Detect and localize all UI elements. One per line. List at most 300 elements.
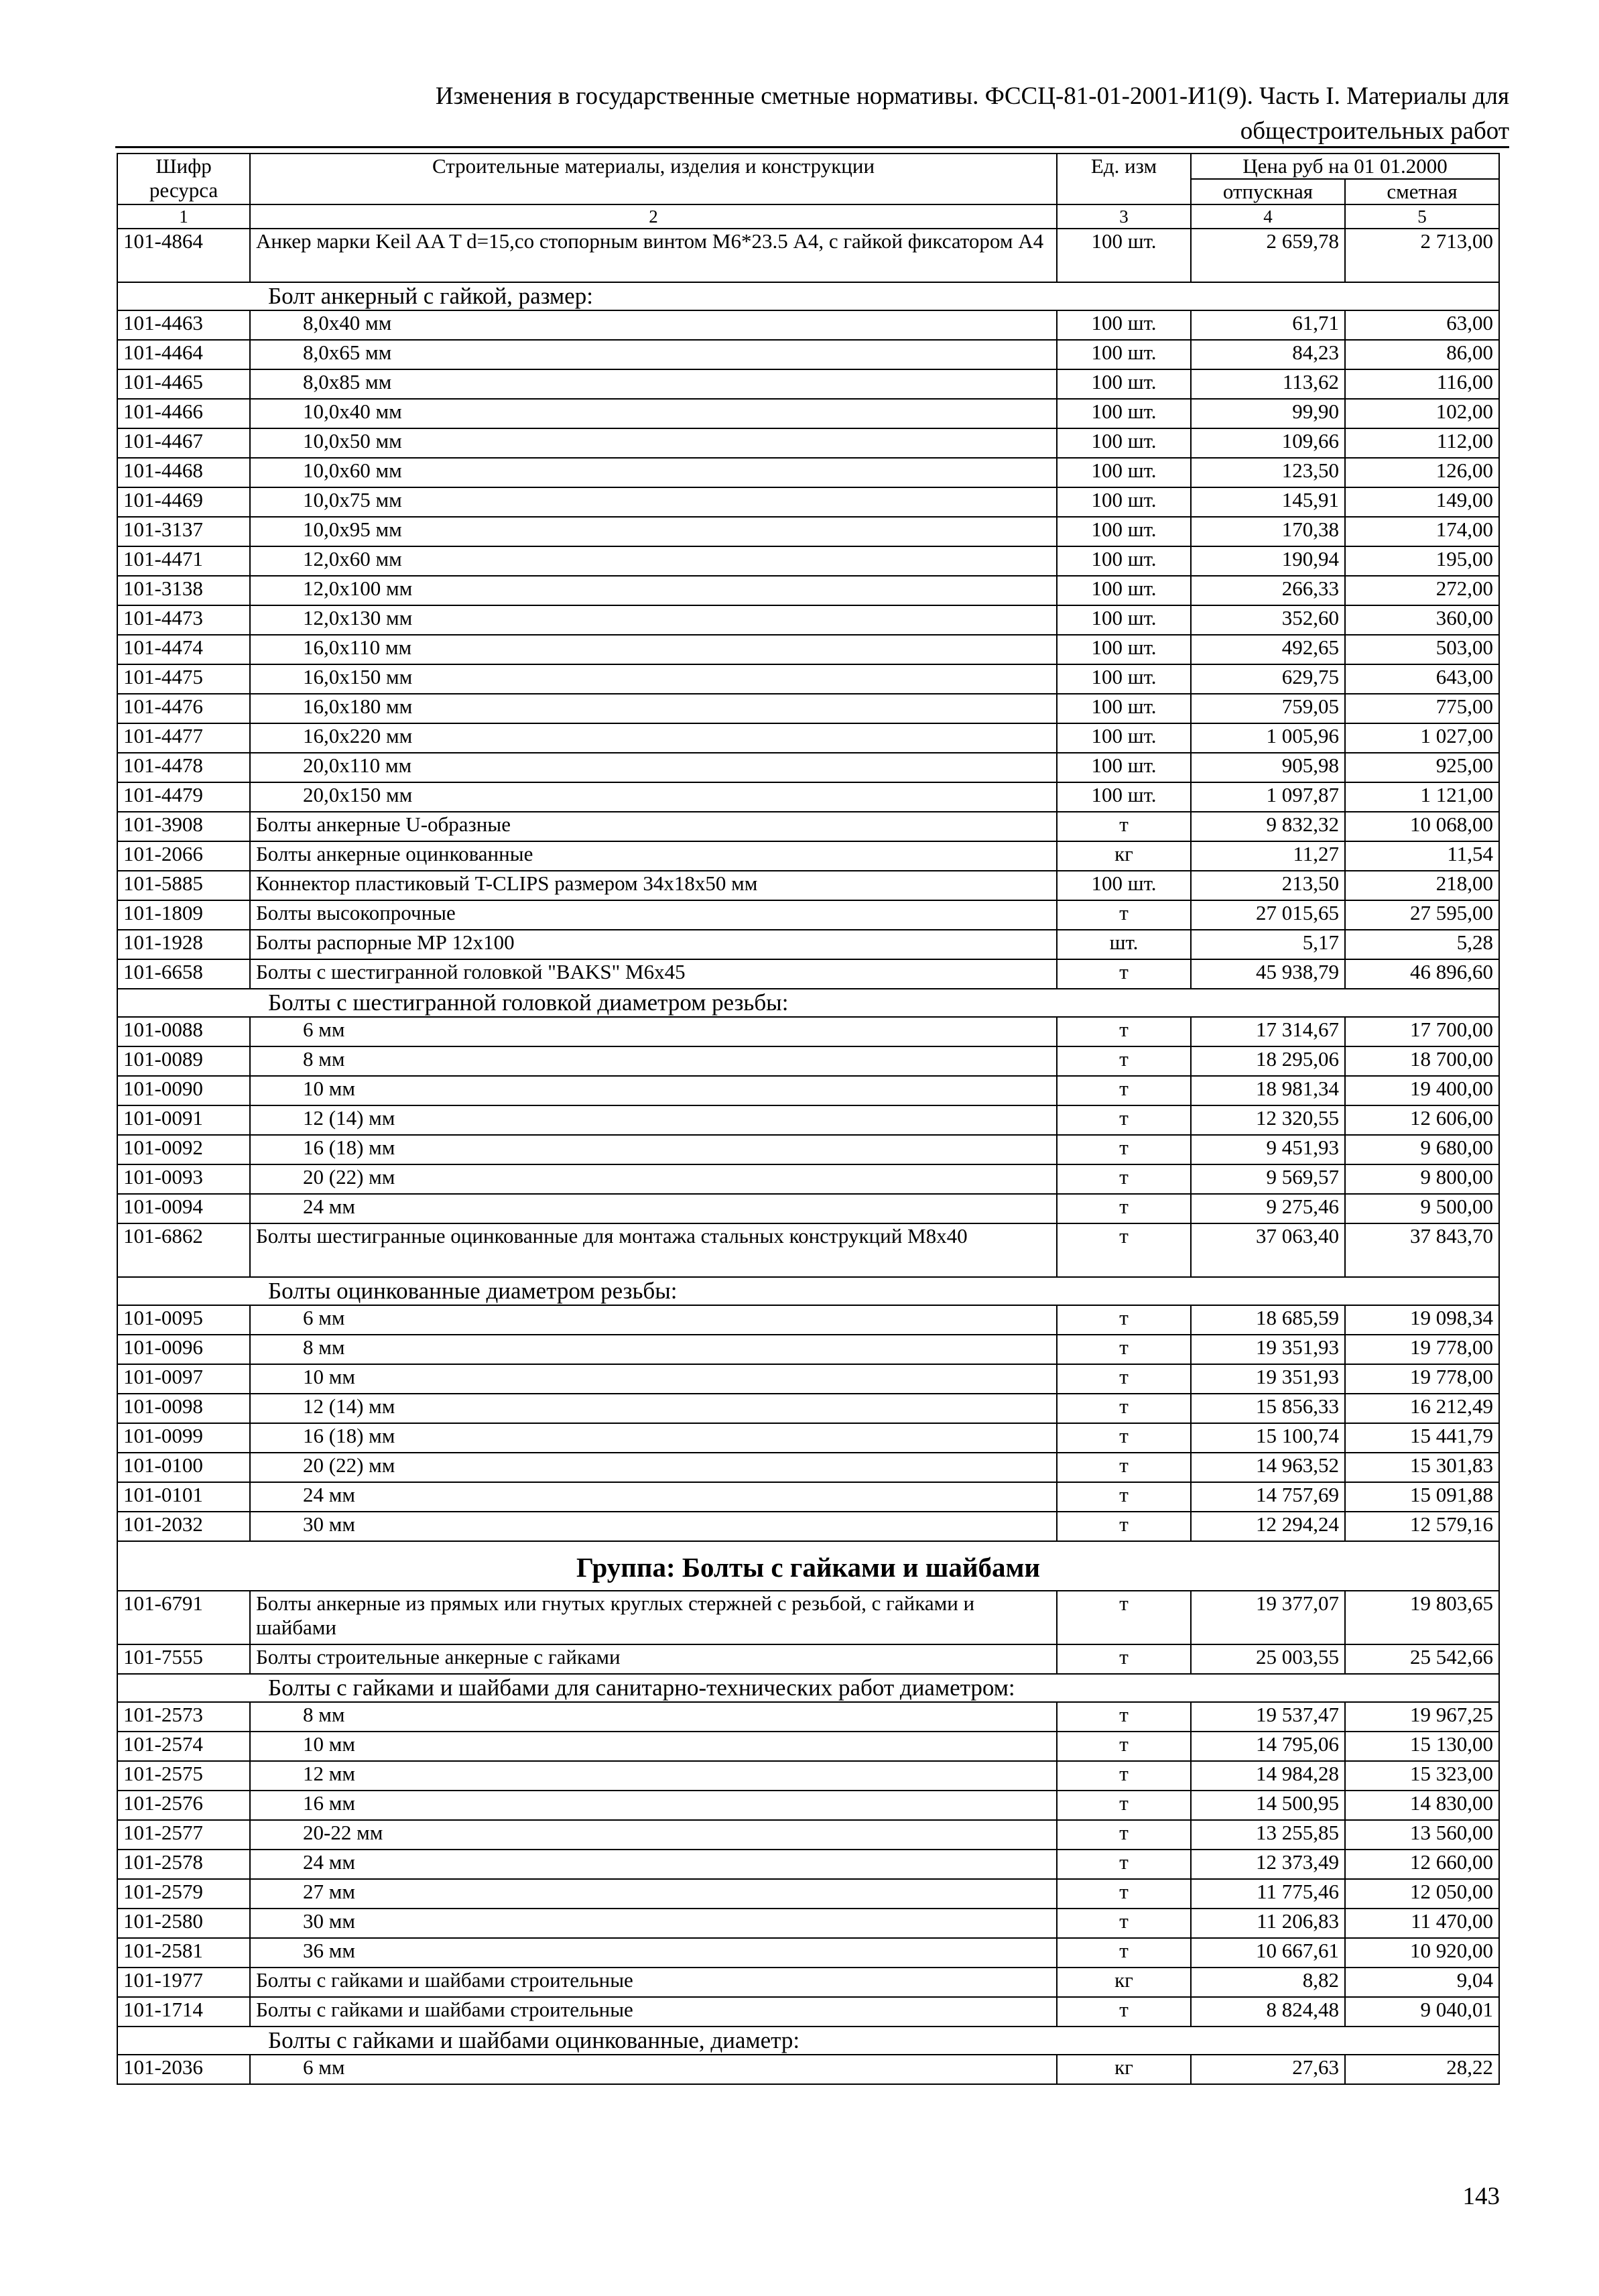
price-estimate: 19 967,25 bbox=[1345, 1702, 1499, 1732]
unit-of-measure: т bbox=[1057, 1702, 1191, 1732]
table-row bbox=[117, 1791, 1499, 1820]
table-row bbox=[117, 723, 1499, 753]
price-estimate: 46 896,60 bbox=[1345, 959, 1499, 989]
resource-code: 101-1977 bbox=[117, 1968, 250, 1997]
unit-of-measure: 100 шт. bbox=[1057, 458, 1191, 487]
price-sale: 14 795,06 bbox=[1191, 1732, 1345, 1761]
unit-of-measure: 100 шт. bbox=[1057, 369, 1191, 399]
table-row bbox=[117, 1761, 1499, 1791]
material-name: 24 мм bbox=[250, 1482, 1057, 1512]
table-row bbox=[117, 841, 1499, 871]
table-row bbox=[117, 1423, 1499, 1453]
price-estimate: 149,00 bbox=[1345, 487, 1499, 517]
unit-of-measure: 100 шт. bbox=[1057, 399, 1191, 428]
price-sale: 213,50 bbox=[1191, 871, 1345, 900]
material-name: 30 мм bbox=[250, 1909, 1057, 1938]
price-estimate: 9,04 bbox=[1345, 1968, 1499, 1997]
price-estimate: 1 027,00 bbox=[1345, 723, 1499, 753]
unit-of-measure: шт. bbox=[1057, 930, 1191, 959]
unit-of-measure: 100 шт. bbox=[1057, 310, 1191, 340]
material-name: Анкер марки Keil AA T d=15,со стопорным винтом М6*23.5 А4, с гайкой фиксатором А4 bbox=[250, 229, 1057, 282]
unit-of-measure: т bbox=[1057, 1135, 1191, 1164]
price-sale: 27,63 bbox=[1191, 2055, 1345, 2084]
resource-code: 101-0095 bbox=[117, 1305, 250, 1335]
table-row bbox=[117, 576, 1499, 605]
price-table bbox=[117, 153, 1500, 2085]
price-estimate: 174,00 bbox=[1345, 517, 1499, 546]
section-heading: Болты оцинкованные диаметром резьбы: bbox=[117, 1277, 1499, 1305]
table-row bbox=[117, 369, 1499, 399]
material-name: 10,0х60 мм bbox=[250, 458, 1057, 487]
price-sale: 14 963,52 bbox=[1191, 1453, 1345, 1482]
table-row bbox=[117, 1335, 1499, 1364]
resource-code: 101-2579 bbox=[117, 1879, 250, 1909]
material-name: 20,0х150 мм bbox=[250, 782, 1057, 812]
table-row bbox=[117, 1223, 1499, 1277]
unit-of-measure: т bbox=[1057, 1591, 1191, 1644]
table-row bbox=[117, 1135, 1499, 1164]
price-sale: 84,23 bbox=[1191, 340, 1345, 369]
material-name: 16,0х220 мм bbox=[250, 723, 1057, 753]
table-row bbox=[117, 1938, 1499, 1968]
price-estimate: 272,00 bbox=[1345, 576, 1499, 605]
table-row bbox=[117, 1017, 1499, 1046]
price-sale: 9 451,93 bbox=[1191, 1135, 1345, 1164]
table-row bbox=[117, 1644, 1499, 1674]
page-number: 143 bbox=[1462, 2183, 1500, 2210]
price-sale: 190,94 bbox=[1191, 546, 1345, 576]
material-name: 16,0х180 мм bbox=[250, 694, 1057, 723]
unit-of-measure: т bbox=[1057, 1732, 1191, 1761]
material-name: 12 мм bbox=[250, 1761, 1057, 1791]
unit-of-measure: 100 шт. bbox=[1057, 871, 1191, 900]
resource-code: 101-6791 bbox=[117, 1591, 250, 1644]
section-heading: Болты с гайками и шайбами для санитарно-технических работ диаметром: bbox=[117, 1674, 1499, 1702]
price-sale: 11 775,46 bbox=[1191, 1879, 1345, 1909]
material-name: 12 (14) мм bbox=[250, 1394, 1057, 1423]
table-row bbox=[117, 635, 1499, 664]
resource-code: 101-4467 bbox=[117, 428, 250, 458]
col-number: 4 bbox=[1191, 204, 1345, 229]
unit-of-measure: т bbox=[1057, 812, 1191, 841]
material-name: 10 мм bbox=[250, 1076, 1057, 1105]
price-estimate: 9 500,00 bbox=[1345, 1194, 1499, 1223]
material-name: Болты с гайками и шайбами строительные bbox=[250, 1968, 1057, 1997]
section-heading-row bbox=[117, 989, 1499, 1017]
resource-code: 101-0094 bbox=[117, 1194, 250, 1223]
unit-of-measure: 100 шт. bbox=[1057, 229, 1191, 282]
price-estimate: 218,00 bbox=[1345, 871, 1499, 900]
material-name: 6 мм bbox=[250, 1017, 1057, 1046]
price-estimate: 12 050,00 bbox=[1345, 1879, 1499, 1909]
material-name: 16,0х110 мм bbox=[250, 635, 1057, 664]
price-sale: 9 569,57 bbox=[1191, 1164, 1345, 1194]
price-sale: 492,65 bbox=[1191, 635, 1345, 664]
resource-code: 101-4466 bbox=[117, 399, 250, 428]
resource-code: 101-0093 bbox=[117, 1164, 250, 1194]
price-sale: 109,66 bbox=[1191, 428, 1345, 458]
price-estimate: 102,00 bbox=[1345, 399, 1499, 428]
unit-of-measure: кг bbox=[1057, 841, 1191, 871]
material-name: 10,0х75 мм bbox=[250, 487, 1057, 517]
group-heading: Группа: Болты с гайками и шайбами bbox=[117, 1541, 1499, 1591]
material-name: 36 мм bbox=[250, 1938, 1057, 1968]
unit-of-measure: т bbox=[1057, 1305, 1191, 1335]
material-name: Болты распорные МР 12х100 bbox=[250, 930, 1057, 959]
material-name: Болты анкерные U-образные bbox=[250, 812, 1057, 841]
resource-code: 101-3138 bbox=[117, 576, 250, 605]
price-estimate: 11,54 bbox=[1345, 841, 1499, 871]
price-sale: 18 685,59 bbox=[1191, 1305, 1345, 1335]
price-sale: 170,38 bbox=[1191, 517, 1345, 546]
material-name: Болты анкерные оцинкованные bbox=[250, 841, 1057, 871]
price-sale: 10 667,61 bbox=[1191, 1938, 1345, 1968]
unit-of-measure: т bbox=[1057, 1644, 1191, 1674]
unit-of-measure: т bbox=[1057, 1482, 1191, 1512]
table-row bbox=[117, 1453, 1499, 1482]
price-estimate: 10 920,00 bbox=[1345, 1938, 1499, 1968]
header-rule bbox=[115, 146, 1509, 148]
price-sale: 113,62 bbox=[1191, 369, 1345, 399]
table-row bbox=[117, 310, 1499, 340]
material-name: 10,0х40 мм bbox=[250, 399, 1057, 428]
table-row bbox=[117, 1850, 1499, 1879]
price-sale: 45 938,79 bbox=[1191, 959, 1345, 989]
table-row bbox=[117, 782, 1499, 812]
price-sale: 37 063,40 bbox=[1191, 1223, 1345, 1277]
resource-code: 101-4463 bbox=[117, 310, 250, 340]
resource-code: 101-0091 bbox=[117, 1105, 250, 1135]
price-estimate: 15 441,79 bbox=[1345, 1423, 1499, 1453]
table-row bbox=[117, 428, 1499, 458]
price-estimate: 2 713,00 bbox=[1345, 229, 1499, 282]
price-estimate: 28,22 bbox=[1345, 2055, 1499, 2084]
price-sale: 9 275,46 bbox=[1191, 1194, 1345, 1223]
resource-code: 101-2066 bbox=[117, 841, 250, 871]
resource-code: 101-2574 bbox=[117, 1732, 250, 1761]
material-name: 12,0х130 мм bbox=[250, 605, 1057, 635]
table-row bbox=[117, 458, 1499, 487]
material-name: 8 мм bbox=[250, 1046, 1057, 1076]
resource-code: 101-4476 bbox=[117, 694, 250, 723]
material-name: 8 мм bbox=[250, 1335, 1057, 1364]
section-heading: Болты с шестигранной головкой диаметром резьбы: bbox=[117, 989, 1499, 1017]
resource-code: 101-5885 bbox=[117, 871, 250, 900]
price-estimate: 1 121,00 bbox=[1345, 782, 1499, 812]
price-estimate: 925,00 bbox=[1345, 753, 1499, 782]
resource-code: 101-2581 bbox=[117, 1938, 250, 1968]
resource-code: 101-2577 bbox=[117, 1820, 250, 1850]
material-name: Болты анкерные из прямых или гнутых круглых стержней с резьбой, с гайками и шайбами bbox=[250, 1591, 1057, 1644]
table-row bbox=[117, 1732, 1499, 1761]
table-row bbox=[117, 517, 1499, 546]
unit-of-measure: т bbox=[1057, 1105, 1191, 1135]
price-sale: 11 206,83 bbox=[1191, 1909, 1345, 1938]
unit-of-measure: т bbox=[1057, 1335, 1191, 1364]
unit-of-measure: т bbox=[1057, 1223, 1191, 1277]
unit-of-measure: 100 шт. bbox=[1057, 428, 1191, 458]
price-sale: 99,90 bbox=[1191, 399, 1345, 428]
material-name: 10,0х95 мм bbox=[250, 517, 1057, 546]
resource-code: 101-1928 bbox=[117, 930, 250, 959]
price-estimate: 9 800,00 bbox=[1345, 1164, 1499, 1194]
unit-of-measure: 100 шт. bbox=[1057, 340, 1191, 369]
material-name: 27 мм bbox=[250, 1879, 1057, 1909]
section-heading: Болты с гайками и шайбами оцинкованные, диаметр: bbox=[117, 2027, 1499, 2055]
price-sale: 12 294,24 bbox=[1191, 1512, 1345, 1541]
material-name: 20-22 мм bbox=[250, 1820, 1057, 1850]
table-row bbox=[117, 1164, 1499, 1194]
material-name: 12,0х100 мм bbox=[250, 576, 1057, 605]
unit-of-measure: т bbox=[1057, 1076, 1191, 1105]
material-name: 12,0х60 мм bbox=[250, 546, 1057, 576]
table-row bbox=[117, 1105, 1499, 1135]
unit-of-measure: т bbox=[1057, 1194, 1191, 1223]
resource-code: 101-3137 bbox=[117, 517, 250, 546]
price-sale: 19 351,93 bbox=[1191, 1335, 1345, 1364]
table-row bbox=[117, 753, 1499, 782]
price-sale: 5,17 bbox=[1191, 930, 1345, 959]
col-number: 3 bbox=[1057, 204, 1191, 229]
resource-code: 101-2576 bbox=[117, 1791, 250, 1820]
price-estimate: 27 595,00 bbox=[1345, 900, 1499, 930]
unit-of-measure: 100 шт. bbox=[1057, 782, 1191, 812]
material-name: 6 мм bbox=[250, 1305, 1057, 1335]
resource-code: 101-4864 bbox=[117, 229, 250, 282]
table-row bbox=[117, 1305, 1499, 1335]
price-sale: 11,27 bbox=[1191, 841, 1345, 871]
price-sale: 18 295,06 bbox=[1191, 1046, 1345, 1076]
material-name: 30 мм bbox=[250, 1512, 1057, 1541]
unit-of-measure: т bbox=[1057, 1423, 1191, 1453]
unit-of-measure: т bbox=[1057, 1850, 1191, 1879]
section-heading-row bbox=[117, 282, 1499, 310]
table-row bbox=[117, 871, 1499, 900]
resource-code: 101-0089 bbox=[117, 1046, 250, 1076]
price-estimate: 15 323,00 bbox=[1345, 1761, 1499, 1791]
price-estimate: 116,00 bbox=[1345, 369, 1499, 399]
unit-of-measure: кг bbox=[1057, 1968, 1191, 1997]
material-name: 16 (18) мм bbox=[250, 1423, 1057, 1453]
unit-of-measure: т bbox=[1057, 1017, 1191, 1046]
price-estimate: 15 130,00 bbox=[1345, 1732, 1499, 1761]
price-estimate: 12 606,00 bbox=[1345, 1105, 1499, 1135]
price-estimate: 360,00 bbox=[1345, 605, 1499, 635]
table-row bbox=[117, 959, 1499, 989]
table-row bbox=[117, 1364, 1499, 1394]
material-name: 20,0х110 мм bbox=[250, 753, 1057, 782]
unit-of-measure: 100 шт. bbox=[1057, 753, 1191, 782]
material-name: 10 мм bbox=[250, 1732, 1057, 1761]
price-estimate: 11 470,00 bbox=[1345, 1909, 1499, 1938]
section-heading-row bbox=[117, 1277, 1499, 1305]
col-header-price-estimate: сметная bbox=[1345, 179, 1499, 204]
col-header-price-sale: отпускная bbox=[1191, 179, 1345, 204]
resource-code: 101-2575 bbox=[117, 1761, 250, 1791]
section-heading-row bbox=[117, 1674, 1499, 1702]
col-number: 5 bbox=[1345, 204, 1499, 229]
resource-code: 101-0101 bbox=[117, 1482, 250, 1512]
price-sale: 15 100,74 bbox=[1191, 1423, 1345, 1453]
unit-of-measure: 100 шт. bbox=[1057, 694, 1191, 723]
price-sale: 25 003,55 bbox=[1191, 1644, 1345, 1674]
col-header-price: Цена руб на 01 01.2000 bbox=[1191, 154, 1499, 179]
price-sale: 17 314,67 bbox=[1191, 1017, 1345, 1046]
price-estimate: 15 301,83 bbox=[1345, 1453, 1499, 1482]
unit-of-measure: т bbox=[1057, 1512, 1191, 1541]
table-row bbox=[117, 605, 1499, 635]
price-estimate: 112,00 bbox=[1345, 428, 1499, 458]
resource-code: 101-4479 bbox=[117, 782, 250, 812]
price-sale: 8,82 bbox=[1191, 1968, 1345, 1997]
price-sale: 266,33 bbox=[1191, 576, 1345, 605]
price-estimate: 195,00 bbox=[1345, 546, 1499, 576]
col-header-code: Шифр ресурса bbox=[117, 154, 250, 204]
resource-code: 101-4469 bbox=[117, 487, 250, 517]
table-row bbox=[117, 1512, 1499, 1541]
unit-of-measure: 100 шт. bbox=[1057, 546, 1191, 576]
resource-code: 101-0097 bbox=[117, 1364, 250, 1394]
resource-code: 101-0090 bbox=[117, 1076, 250, 1105]
unit-of-measure: т bbox=[1057, 1046, 1191, 1076]
material-name: 24 мм bbox=[250, 1850, 1057, 1879]
resource-code: 101-6658 bbox=[117, 959, 250, 989]
price-estimate: 19 778,00 bbox=[1345, 1364, 1499, 1394]
table-row bbox=[117, 1046, 1499, 1076]
table-row bbox=[117, 930, 1499, 959]
table-row bbox=[117, 1394, 1499, 1423]
unit-of-measure: т bbox=[1057, 1909, 1191, 1938]
material-name: 20 (22) мм bbox=[250, 1453, 1057, 1482]
price-sale: 1 097,87 bbox=[1191, 782, 1345, 812]
resource-code: 101-4477 bbox=[117, 723, 250, 753]
price-sale: 12 373,49 bbox=[1191, 1850, 1345, 1879]
unit-of-measure: т bbox=[1057, 1879, 1191, 1909]
price-estimate: 19 400,00 bbox=[1345, 1076, 1499, 1105]
table-row bbox=[117, 1909, 1499, 1938]
table-row bbox=[117, 1997, 1499, 2027]
material-name: 12 (14) мм bbox=[250, 1105, 1057, 1135]
price-estimate: 126,00 bbox=[1345, 458, 1499, 487]
table-row bbox=[117, 229, 1499, 282]
price-sale: 18 981,34 bbox=[1191, 1076, 1345, 1105]
resource-code: 101-0098 bbox=[117, 1394, 250, 1423]
price-estimate: 13 560,00 bbox=[1345, 1820, 1499, 1850]
price-sale: 9 832,32 bbox=[1191, 812, 1345, 841]
material-name: Болты высокопрочные bbox=[250, 900, 1057, 930]
material-name: Болты шестигранные оцинкованные для монтажа стальных конструкций М8х40 bbox=[250, 1223, 1057, 1277]
table-row bbox=[117, 487, 1499, 517]
material-name: Коннектор пластиковый T-CLIPS размером 34х18х50 мм bbox=[250, 871, 1057, 900]
price-sale: 352,60 bbox=[1191, 605, 1345, 635]
table-row bbox=[117, 664, 1499, 694]
price-sale: 14 757,69 bbox=[1191, 1482, 1345, 1512]
resource-code: 101-6862 bbox=[117, 1223, 250, 1277]
price-estimate: 63,00 bbox=[1345, 310, 1499, 340]
material-name: 6 мм bbox=[250, 2055, 1057, 2084]
material-name: Болты с шестигранной головкой "BAKS" М6х45 bbox=[250, 959, 1057, 989]
material-name: 8,0х40 мм bbox=[250, 310, 1057, 340]
price-estimate: 643,00 bbox=[1345, 664, 1499, 694]
resource-code: 101-1809 bbox=[117, 900, 250, 930]
table-row bbox=[117, 812, 1499, 841]
price-estimate: 775,00 bbox=[1345, 694, 1499, 723]
price-sale: 2 659,78 bbox=[1191, 229, 1345, 282]
material-name: 24 мм bbox=[250, 1194, 1057, 1223]
price-sale: 759,05 bbox=[1191, 694, 1345, 723]
resource-code: 101-2036 bbox=[117, 2055, 250, 2084]
resource-code: 101-4471 bbox=[117, 546, 250, 576]
price-sale: 8 824,48 bbox=[1191, 1997, 1345, 2027]
material-name: 8,0х65 мм bbox=[250, 340, 1057, 369]
resource-code: 101-4468 bbox=[117, 458, 250, 487]
col-number: 2 bbox=[250, 204, 1057, 229]
group-heading-row bbox=[117, 1541, 1499, 1591]
header-line-2: общестроительных работ bbox=[1240, 117, 1509, 145]
table-row bbox=[117, 1820, 1499, 1850]
unit-of-measure: т bbox=[1057, 1453, 1191, 1482]
resource-code: 101-4464 bbox=[117, 340, 250, 369]
price-estimate: 15 091,88 bbox=[1345, 1482, 1499, 1512]
price-sale: 15 856,33 bbox=[1191, 1394, 1345, 1423]
col-header-name: Строительные материалы, изделия и конструкции bbox=[250, 154, 1057, 204]
resource-code: 101-0088 bbox=[117, 1017, 250, 1046]
table-row bbox=[117, 2055, 1499, 2084]
material-name: 20 (22) мм bbox=[250, 1164, 1057, 1194]
resource-code: 101-2573 bbox=[117, 1702, 250, 1732]
resource-code: 101-4465 bbox=[117, 369, 250, 399]
table-row bbox=[117, 1194, 1499, 1223]
table-row bbox=[117, 900, 1499, 930]
resource-code: 101-2032 bbox=[117, 1512, 250, 1541]
material-name: 8,0х85 мм bbox=[250, 369, 1057, 399]
resource-code: 101-4473 bbox=[117, 605, 250, 635]
unit-of-measure: т bbox=[1057, 1997, 1191, 2027]
material-name: Болты с гайками и шайбами строительные bbox=[250, 1997, 1057, 2027]
table-row bbox=[117, 1702, 1499, 1732]
price-estimate: 5,28 bbox=[1345, 930, 1499, 959]
price-estimate: 37 843,70 bbox=[1345, 1223, 1499, 1277]
table-row bbox=[117, 1879, 1499, 1909]
unit-of-measure: т bbox=[1057, 1164, 1191, 1194]
price-sale: 19 377,07 bbox=[1191, 1591, 1345, 1644]
price-estimate: 86,00 bbox=[1345, 340, 1499, 369]
table-row bbox=[117, 1591, 1499, 1644]
price-estimate: 19 778,00 bbox=[1345, 1335, 1499, 1364]
price-sale: 629,75 bbox=[1191, 664, 1345, 694]
section-heading-row bbox=[117, 2027, 1499, 2055]
price-estimate: 16 212,49 bbox=[1345, 1394, 1499, 1423]
table-row bbox=[117, 546, 1499, 576]
price-estimate: 503,00 bbox=[1345, 635, 1499, 664]
unit-of-measure: 100 шт. bbox=[1057, 723, 1191, 753]
unit-of-measure: т bbox=[1057, 1820, 1191, 1850]
material-name: 16,0х150 мм bbox=[250, 664, 1057, 694]
price-estimate: 9 680,00 bbox=[1345, 1135, 1499, 1164]
price-estimate: 14 830,00 bbox=[1345, 1791, 1499, 1820]
resource-code: 101-0096 bbox=[117, 1335, 250, 1364]
resource-code: 101-2580 bbox=[117, 1909, 250, 1938]
resource-code: 101-7555 bbox=[117, 1644, 250, 1674]
resource-code: 101-4475 bbox=[117, 664, 250, 694]
price-sale: 19 351,93 bbox=[1191, 1364, 1345, 1394]
unit-of-measure: 100 шт. bbox=[1057, 517, 1191, 546]
unit-of-measure: 100 шт. bbox=[1057, 635, 1191, 664]
material-name: 8 мм bbox=[250, 1702, 1057, 1732]
unit-of-measure: 100 шт. bbox=[1057, 605, 1191, 635]
price-sale: 905,98 bbox=[1191, 753, 1345, 782]
unit-of-measure: т bbox=[1057, 1761, 1191, 1791]
